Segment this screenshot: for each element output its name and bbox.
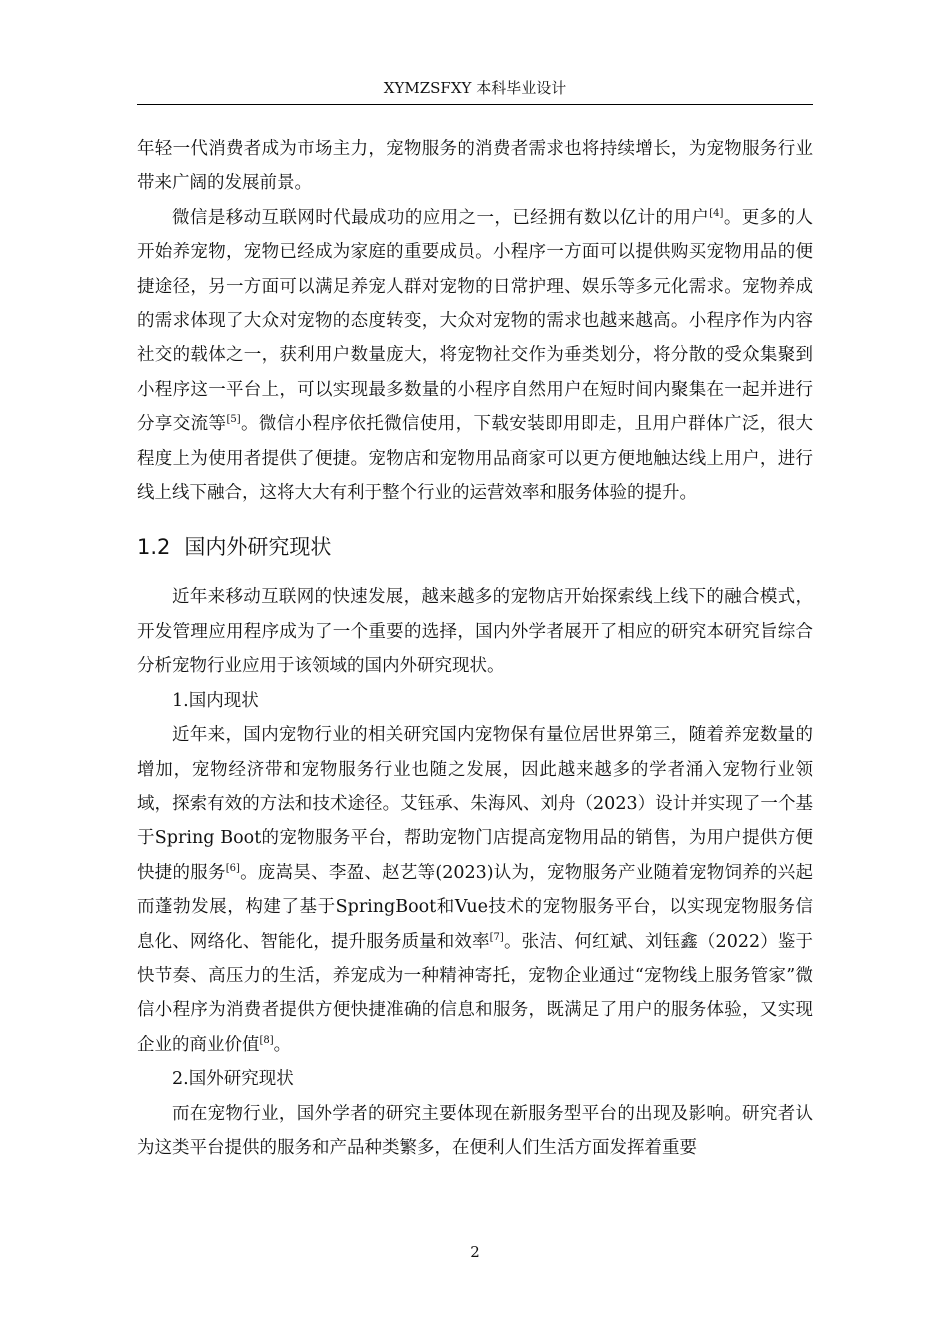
page-header [137,76,813,105]
section-heading [137,514,813,580]
text-segment: 。张洁、何红斌、刘钰鑫（2022）鉴于快节奏、高压力的生活，养宠成为一种精神寄托，宠物企业通过“宠物线上服务管家”微信小程序为消费者提供方便快捷准确的信息和服务，既满足了用户的服务体验，又实现企业的商业价值 [137,931,813,1055]
document-body [137,132,813,1165]
paragraph-domestic [137,718,813,1062]
text-segment: 。更多的人开始养宠物，宠物已经成为家庭的重要成员。小程序一方面可以提供购买宠物用品的便捷途径，另一方面可以满足养宠人群对宠物的日常护理、娱乐等多元化需求。宠物养成的需求体现了大众对宠物的态度转变，大众对宠物的需求也越来越高。小程序作为内容社交的载体之一，获利用户数量庞大，将宠物社交作为垂类划分，将分散的受众集聚到小程序这一平台上，可以实现最多数量的小程序自然用户在短时间内聚集在一起并进行分享交流等 [137,207,813,435]
text-segment: 。庞嵩昊、李盈、赵艺等(2023)认为，宠物服务产业随着宠物饲养的兴起而蓬勃发展，构建了基于SpringBoot和Vue技术的宠物服务平台，以实现宠物服务信息化、网络化、智能化，提升服务质量和效率 [137,862,813,952]
paragraph-foreign: 而在宠物行业，国外学者的研究主要体现在新服务型平台的出现及影响。研究者认为这类平台提供的服务和产品种类繁多，在便利人们生活方面发挥着重要 [137,1103,813,1158]
header-title: XYMZSFXY 本科毕业设计 [383,79,567,97]
text-segment: 。 [273,1034,292,1055]
paragraph-wechat [137,201,813,511]
text-segment: 近年来，国内宠物行业的相关研究国内宠物保有量位居世界第三，随着养宠数量的增加，宠物经济带和宠物服务行业也随之发展，因此越来越多的学者涌入宠物行业领域，探索有效的方法和技术途径。艾钰承、朱海风、刘舟（2023）设计并实现了一个基于Spring Boot的宠物服务平台，帮助宠物门店提高宠物用品的销售，为用户提供方便快捷的服务 [137,725,813,883]
subheading-domestic: 1.国内现状 [172,690,259,711]
text-segment: 。微信小程序依托微信使用，下载安装即用即走，且用户群体广泛，很大程度上为使用者提供了便捷。宠物店和宠物用品商家可以更方便地触达线上用户，进行线上线下融合，这将大大有利于整个行业的运营效率和服务体验的提升。 [137,414,813,504]
citation-ref[interactable]: [8] [259,1034,274,1046]
paragraph-continuation: 年轻一代消费者成为市场主力，宠物服务的消费者需求也将持续增长，为宠物服务行业带来广阔的发展前景。 [137,139,813,194]
citation-ref[interactable]: [6] [225,862,240,874]
paragraph-intro: 近年来移动互联网的快速发展，越来越多的宠物店开始探索线上线下的融合模式，开发管理应用程序成为了一个重要的选择，国内外学者展开了相应的研究本研究旨综合分析宠物行业应用于该领域的国内外研究现状。 [137,587,813,677]
citation-ref[interactable]: [4] [709,207,724,219]
section-title: 国内外研究现状 [184,535,332,560]
citation-ref[interactable]: [7] [489,931,504,943]
page-number: 2 [470,1243,480,1261]
section-number: 1.2 [137,535,171,560]
citation-ref[interactable]: [5] [226,414,241,426]
subheading-foreign: 2.国外研究现状 [172,1069,294,1090]
text-segment: 微信是移动互联网时代最成功的应用之一，已经拥有数以亿计的用户 [172,207,710,228]
